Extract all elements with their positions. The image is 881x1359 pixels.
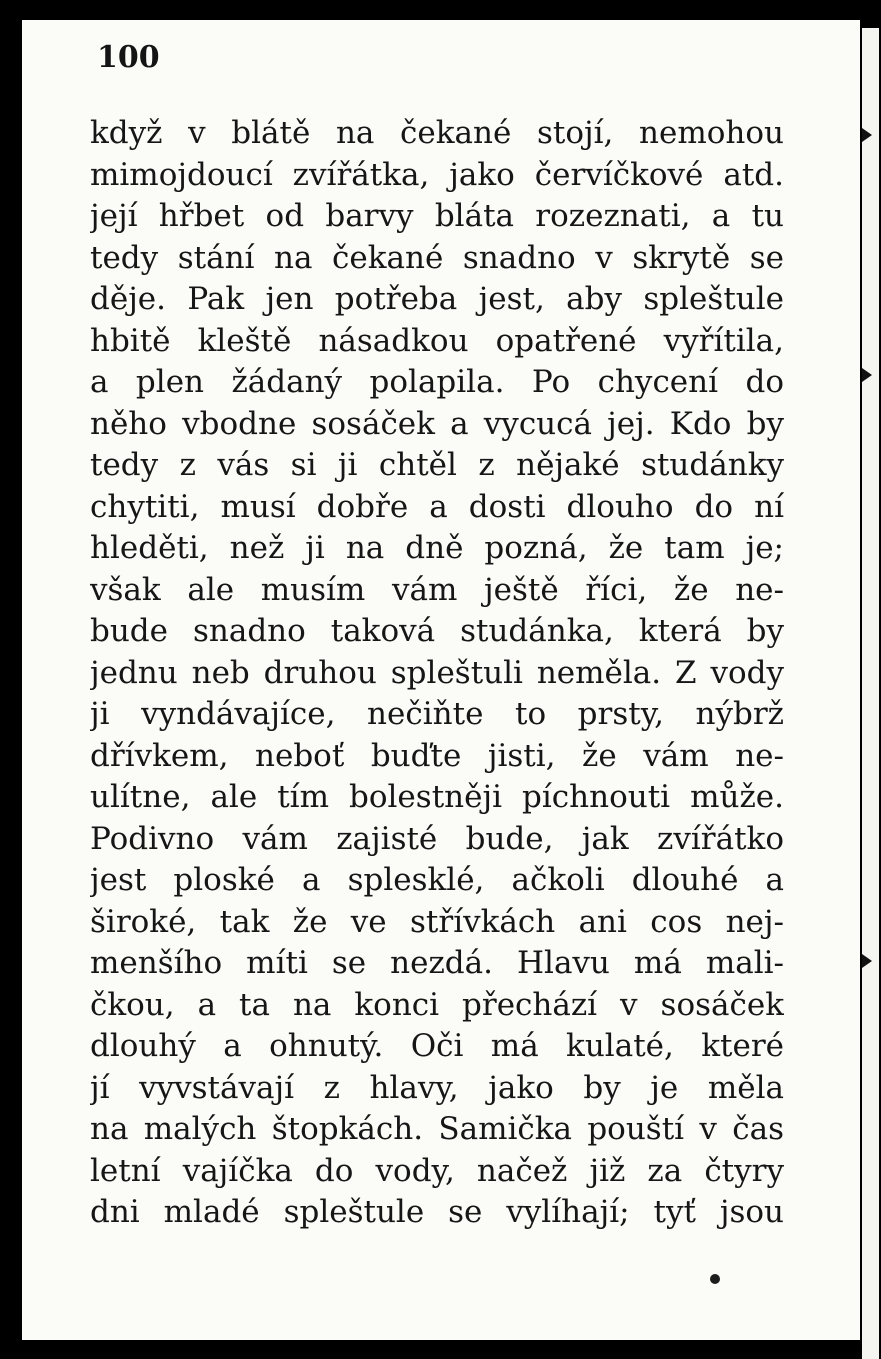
text-line: ji vyndávajíce, nečiňte to prsty, nýbrž bbox=[90, 696, 784, 732]
text-line: menšího míti se nezdá. Hlavu má mali- bbox=[90, 945, 784, 981]
text-line: když v blátě na čekané stojí, nemohou bbox=[90, 115, 784, 151]
text-line: jednu neb druhou spleštuli neměla. Z vody bbox=[90, 654, 784, 691]
text-line: mimojdoucí zvířátka, jako červíčkové atd. bbox=[90, 156, 784, 193]
text-line: jest ploské a splesklé, ačkoli dlouhé a bbox=[90, 862, 784, 898]
body-text bbox=[90, 113, 784, 1234]
text-line: tedy stání na čekané snadno v skrytě se bbox=[90, 239, 784, 276]
text-line: její hřbet od barvy bláta rozeznati, a tu bbox=[90, 198, 784, 234]
text-line: hbitě kleště násadkou opatřené vyřítila, bbox=[90, 322, 784, 359]
text-line: a plen žádaný polapila. Po chycení do bbox=[90, 364, 784, 400]
text-line: hleděti, než ji na dně pozná, že tam je; bbox=[90, 530, 784, 566]
text-line: něho vbodne sosáček a vycucá jej. Kdo by bbox=[90, 405, 784, 442]
text-line: široké, tak že ve střívkách ani cos nej- bbox=[90, 903, 784, 940]
text-line: čkou, a ta na konci přechází v sosáček bbox=[90, 986, 784, 1023]
text-line: dlouhý a ohnutý. Oči má kulaté, které bbox=[90, 1028, 784, 1064]
text-line: chytiti, musí dobře a dosti dlouho do ní bbox=[90, 488, 784, 525]
text-line: letní vajíčka do vody, načež již za čtyry bbox=[90, 1152, 784, 1189]
text-line: Podivno vám zajisté bude, jak zvířátko bbox=[90, 820, 784, 857]
ink-speck bbox=[710, 1274, 720, 1284]
text-line: však ale musím vám ještě říci, že ne- bbox=[90, 571, 784, 608]
page-number: 100 bbox=[97, 40, 160, 75]
text-line: dni mladé spleštule se vylíhají; tyť jsou bbox=[90, 1194, 784, 1230]
text-line: dřívkem, neboť buďte jisti, že vám ne- bbox=[90, 737, 784, 774]
text-line: ulítne, ale tím bolestněji píchnouti může. bbox=[90, 779, 784, 815]
text-line: bude snadno taková studánka, která by bbox=[90, 613, 784, 649]
text-line: jí vyvstávají z hlavy, jako by je měla bbox=[90, 1069, 784, 1106]
adjacent-page-edge bbox=[862, 28, 879, 1359]
text-line: tedy z vás si ji chtěl z nějaké studánky bbox=[90, 447, 784, 483]
text-line: na malých štopkách. Samička pouští v čas bbox=[90, 1111, 784, 1147]
text-line: děje. Pak jen potřeba jest, aby spleštule bbox=[90, 281, 784, 317]
